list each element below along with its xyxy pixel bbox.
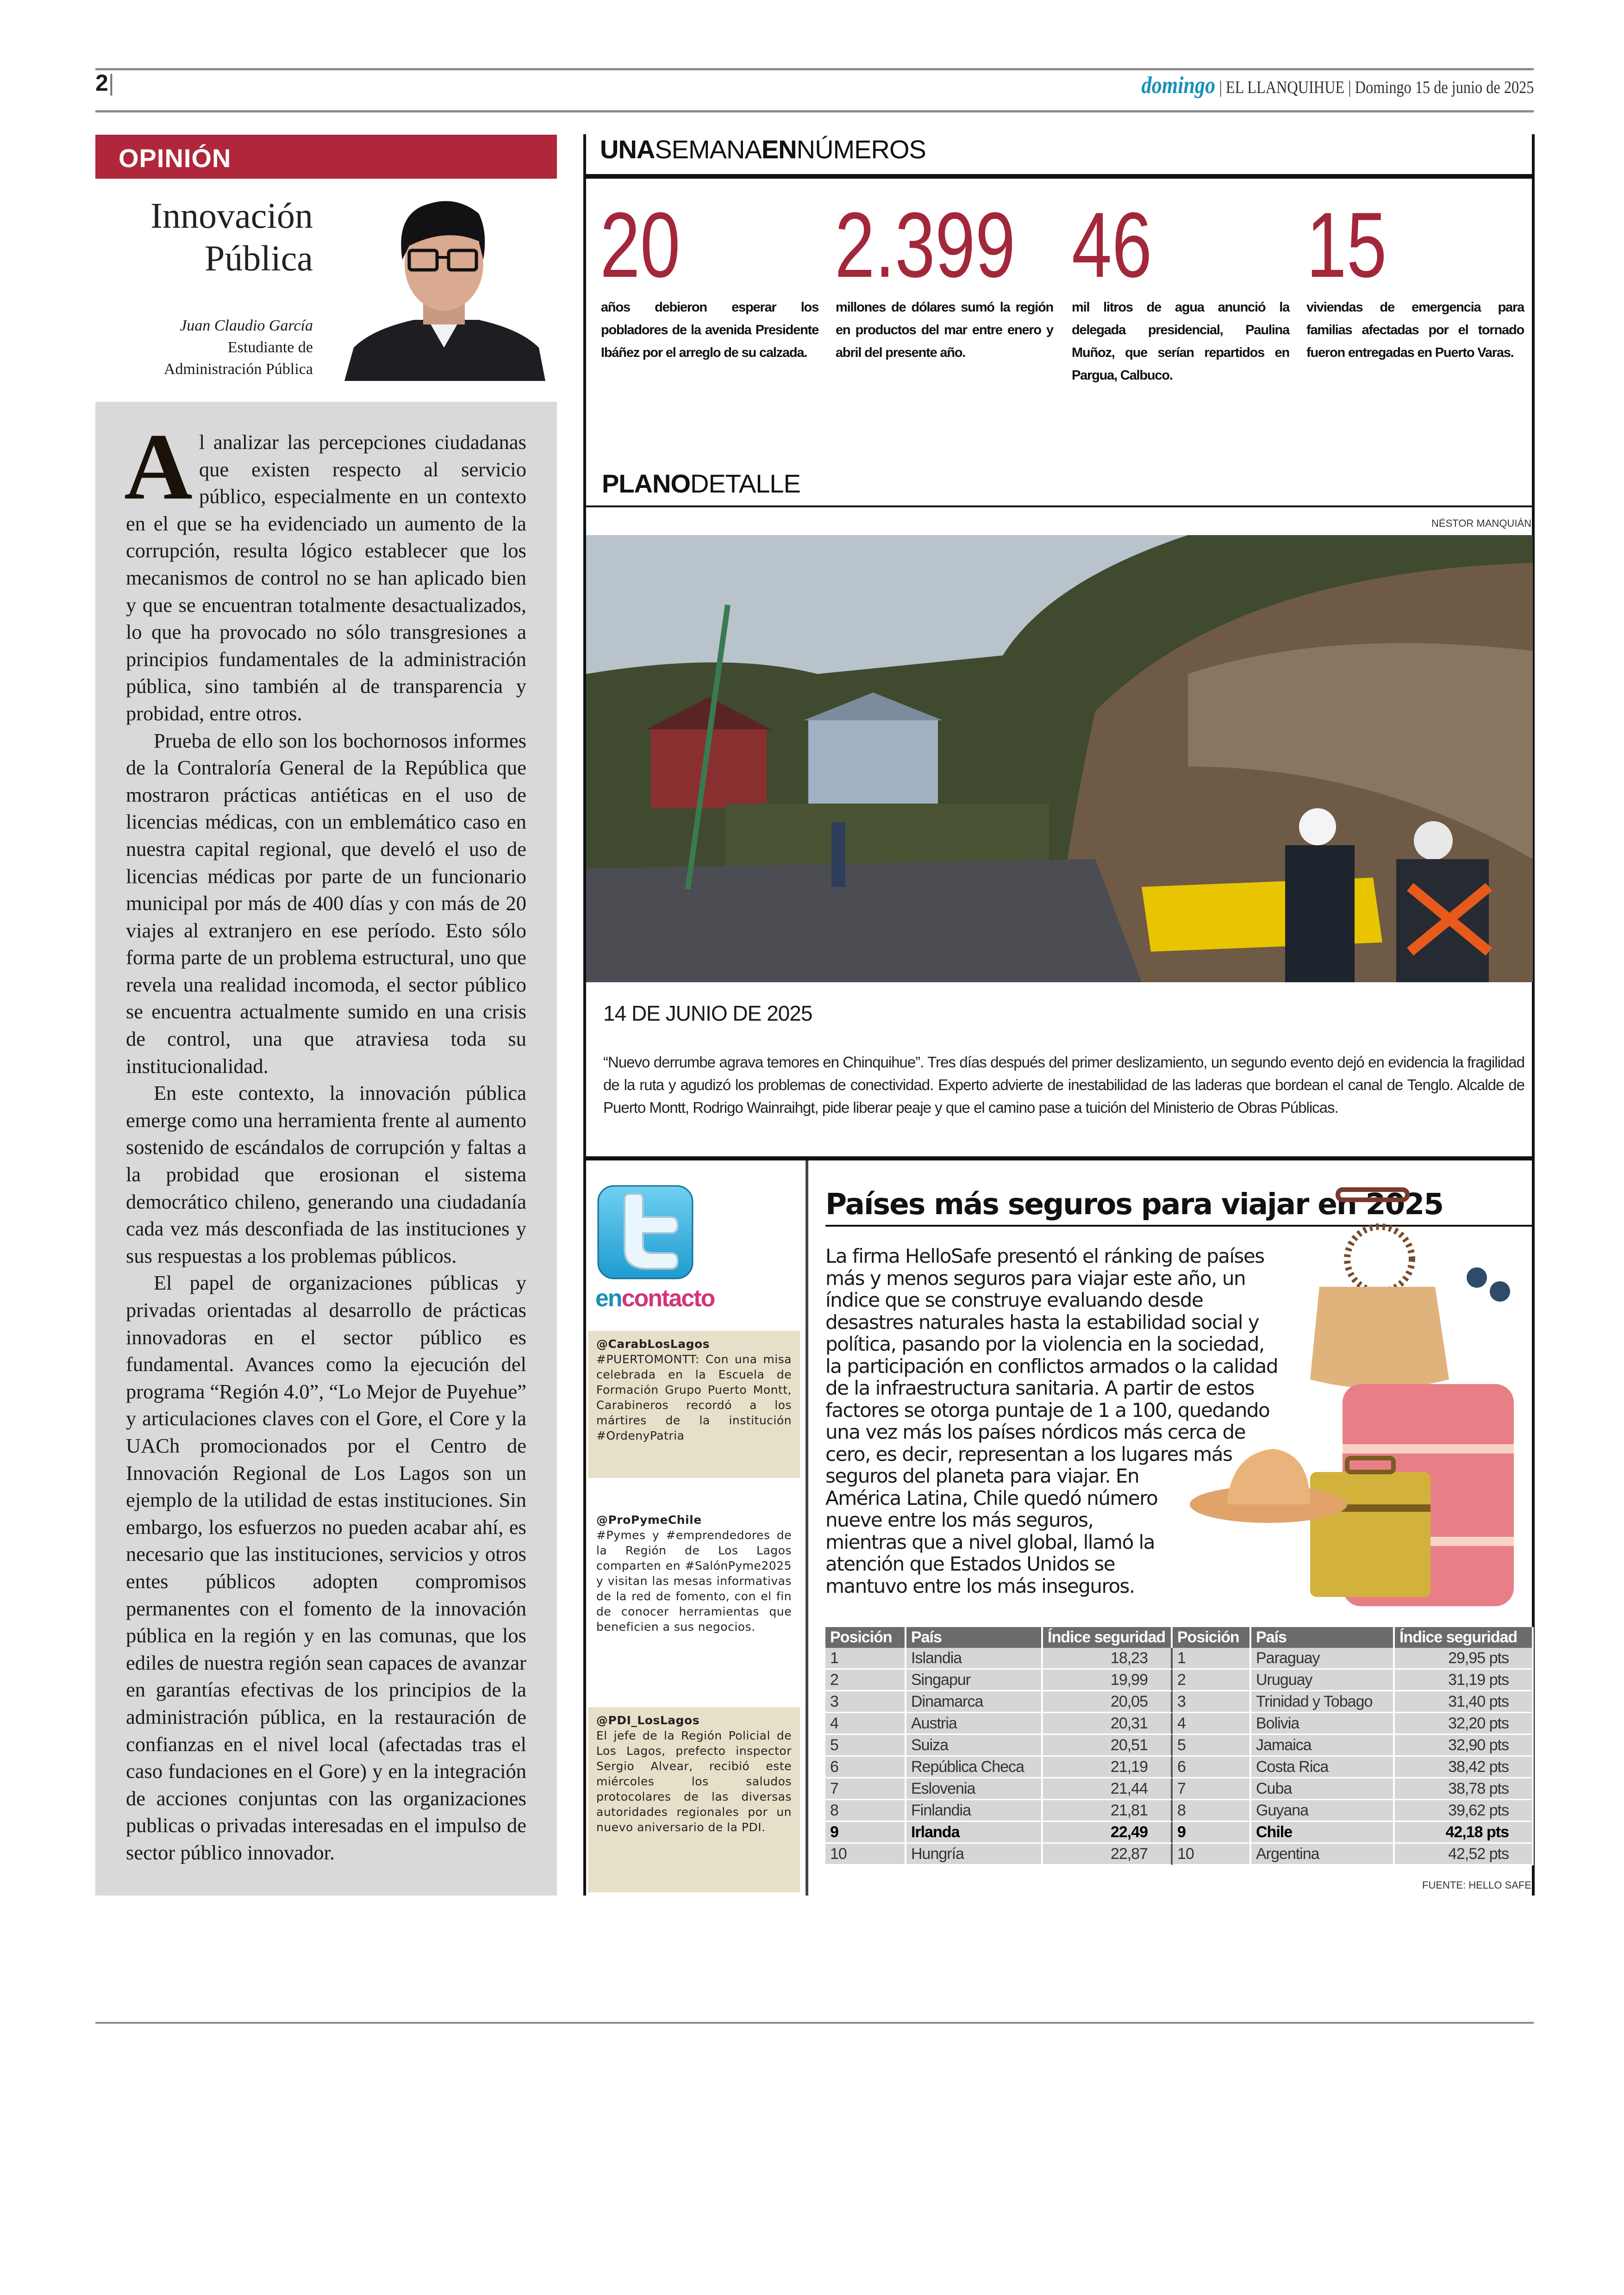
index-cell: 42,52 pts (1395, 1844, 1534, 1865)
plano-title (602, 468, 800, 499)
author-photo (344, 195, 545, 381)
index-cell: 19,99 (1043, 1670, 1173, 1691)
label-part: en (595, 1285, 622, 1312)
stat-description: viviendas de emergencia para familias afectadas por el tornado fueron entregadas en Puerto Varas. (1306, 300, 1524, 360)
index-cell: 21,44 (1043, 1778, 1173, 1800)
position-cell: 4 (825, 1713, 906, 1735)
index-cell: 31,40 pts (1395, 1691, 1534, 1713)
label-part: contacto (621, 1285, 715, 1312)
tweet (588, 1707, 800, 1892)
tweet-text: El jefe de la Región Policial de Los Lagos, prefecto inspector Sergio Alvear, recibió este miércoles los saludos protocolares de las diversas autoridades regionales por un nuevo aniversario de la PDI. (596, 1729, 792, 1834)
newspaper-name: EL LLANQUIHUE (1225, 78, 1344, 97)
safety-ranking-table (825, 1627, 1534, 1865)
index-cell: 22,87 (1043, 1844, 1173, 1865)
photo-caption: “Nuevo derrumbe agrava temores en Chinquihue”. Tres días después del primer deslizamiento, un segundo evento dejó en evidencia la fragilidad de la ruta y agudizó los problemas de conectividad. Experto advierte de inestabilidad de las laderas que bordean el canal de Tenglo. Alcalde de Puerto Montt, Rodrigo Wainraihgt, pide liberar peaje y que el camino pase a tuición del Ministerio de Obras Públicas. (603, 1054, 1524, 1116)
article-paragraph: Prueba de ello son los bochornosos informes de la Contraloría General de la República que mostraron prácticas antiéticas en el uso de licencias médicas, con un emblemático caso en nuestra capital regional, que develó el uso de licencias médicas por parte de un funcionario municipal por más de 400 días y con más de 20 viajes al extranjero en ese período. Esto sólo forma parte de un problema estructural, uno que revela una realidad incomoda, el sector público se encuentra actualmente sumido en una crisis de control, una que atraviesa toda su institucionalidad. (126, 729, 526, 1078)
country-cell: Eslovenia (906, 1778, 1043, 1800)
index-cell: 20,31 (1043, 1713, 1173, 1735)
article-paragraph: El papel de organizaciones públicas y privadas orientadas al desarrollo de prácticas innovadoras en el sector público es fundamental. Avances como la ejecución del programa “Región 4.0”, “Lo Mejor de Puyehue” y articulaciones claves con el Gore, el Core y la UACh promocionados por el Centro de Innovación Regional de Los Lagos son un ejemplo de la utilidad de estas instituciones. Sin embargo, los esfuerzos no pueden acabar ahí, es necesario que las instituciones, servicios y otros entes públicos adopten compromisos permanentes con el fomento de la innovación pública en la región y en las comunas, que los ediles de nuestra región sean capaces de avanzar en garantías efectivas de los principios de la administración pública, en la restauración de confianzas en el nivel local (afectadas tras el caso fundaciones en el Gore) y en la integración de acciones conjuntas con las organizaciones publicas o privadas interesadas en el impulso de sector público innovador. (126, 1271, 526, 1864)
country-cell: Guyana (1251, 1800, 1395, 1822)
table-row (825, 1713, 1534, 1735)
position-cell: 9 (825, 1822, 906, 1844)
index-cell: 21,81 (1043, 1800, 1173, 1822)
index-cell: 20,05 (1043, 1691, 1173, 1713)
country-cell: Jamaica (1251, 1735, 1395, 1757)
column-header: Índice seguridad (1043, 1627, 1173, 1648)
masthead: domingo | EL LLANQUIHUE | Domingo 15 de junio de 2025 (1141, 72, 1534, 99)
stat-number: 2.399 (835, 193, 1016, 297)
paragraph-text: l analizar las percepciones ciudadanas que existen respecto al servicio público, especialmente en un contexto en el que se ha evidenciado un aumento de la corrupción, resulta lógico establecer que los mecanismos de control no se han aplicado bien y que se encuentran totalmente desactualizados, lo que ha provocado no sólo transgresiones a principios fundamentales de la administración pública, sino también al de transparencia y probidad, entre otros. (126, 430, 526, 725)
page-number-value: 2 (95, 70, 108, 96)
stat-number: 15 (1306, 193, 1387, 297)
stat-number: 46 (1072, 193, 1152, 297)
title-part: SEMANA (655, 135, 762, 164)
country-cell: Irlanda (906, 1822, 1043, 1844)
table-row (825, 1648, 1534, 1670)
article-paragraph (124, 414, 526, 727)
page-number: 2| (95, 70, 114, 96)
tweet (588, 1507, 800, 1683)
tweet-text: #PUERTOMONTT: Con una misa celebrada en la Escuela de Formación Grupo Puerto Montt, Carabineros recordó a los mártires de la institución #OrdenyPatria (596, 1353, 792, 1442)
opinion-section-label: OPINIÓN (95, 135, 557, 179)
country-cell: Trinidad y Tobago (1251, 1691, 1395, 1713)
stat-description: años debieron esperar los pobladores de la avenida Presidente Ibáñez por el arreglo de su calzada. (601, 300, 818, 360)
table-row (825, 1778, 1534, 1800)
issue-date: Domingo 15 de junio de 2025 (1355, 78, 1534, 97)
index-cell: 38,42 pts (1395, 1757, 1534, 1778)
position-cell: 9 (1173, 1822, 1251, 1844)
column-divider (806, 1160, 808, 1896)
position-cell: 2 (825, 1670, 906, 1691)
country-cell: Argentina (1251, 1844, 1395, 1865)
tweet-handle[interactable]: @ProPymeChile (596, 1513, 702, 1527)
twitter-icon (597, 1185, 694, 1280)
index-cell: 38,78 pts (1395, 1778, 1534, 1800)
tweet-handle[interactable]: @PDI_LosLagos (596, 1714, 700, 1727)
country-cell: Austria (906, 1713, 1043, 1735)
title-part: NÚMEROS (796, 135, 926, 164)
country-cell: Hungría (906, 1844, 1043, 1865)
table-row (825, 1844, 1534, 1865)
tweet-text: #Pymes y #emprendedores de la Región de Los Lagos comparten en #SalónPyme2025 y visitan las mesas informativas de la red de fomento, con el fin de conocer herramientas que beneficien a sus negocios. (596, 1528, 792, 1634)
column-header: Índice seguridad (1395, 1627, 1534, 1648)
table-row (825, 1670, 1534, 1691)
position-cell: 8 (1173, 1800, 1251, 1822)
position-cell: 10 (1173, 1844, 1251, 1865)
table-row (825, 1822, 1534, 1844)
index-cell: 39,62 pts (1395, 1800, 1534, 1822)
country-cell: Costa Rica (1251, 1757, 1395, 1778)
author-role: Administración Pública (163, 361, 313, 378)
index-cell: 29,95 pts (1395, 1648, 1534, 1670)
opinion-title-line: Pública (205, 238, 313, 278)
position-cell: 6 (825, 1757, 906, 1778)
position-cell: 2 (1173, 1670, 1251, 1691)
brand-logo: domingo (1141, 72, 1215, 99)
index-cell: 42,18 pts (1395, 1822, 1534, 1844)
position-cell: 7 (825, 1778, 906, 1800)
position-cell: 5 (825, 1735, 906, 1757)
country-cell: República Checa (906, 1757, 1043, 1778)
opinion-title-line: Innovación (150, 195, 313, 236)
table-source: FUENTE: HELLO SAFE (1422, 1879, 1531, 1891)
stat-description: millones de dólares sumó la región en productos del mar entre enero y abril del presente año. (836, 300, 1053, 360)
opinion-article-body (95, 402, 557, 1896)
title-part: EN (761, 135, 797, 164)
position-cell: 3 (825, 1691, 906, 1713)
section-rule (586, 505, 1533, 507)
index-cell: 22,49 (1043, 1822, 1173, 1844)
stat-number: 20 (600, 193, 681, 297)
column-header: País (906, 1627, 1043, 1648)
drop-cap: A (124, 414, 193, 519)
index-cell: 18,23 (1043, 1648, 1173, 1670)
country-cell: Bolivia (1251, 1713, 1395, 1735)
column-header: Posición (1173, 1627, 1251, 1648)
travel-suitcases-illustration (1185, 1185, 1532, 1620)
top-rule (95, 68, 1534, 70)
table-row (825, 1735, 1534, 1757)
position-cell: 1 (1173, 1648, 1251, 1670)
position-cell: 1 (825, 1648, 906, 1670)
position-cell: 8 (825, 1800, 906, 1822)
index-cell: 20,51 (1043, 1735, 1173, 1757)
position-cell: 4 (1173, 1713, 1251, 1735)
article-paragraph: En este contexto, la innovación pública emerge como una herramienta frente al aumento sostenido de escándalos de corrupción y faltas a la probidad que erosionan el sistema democrático chileno, generando una ciudadanía cada vez más desconfiada de las instituciones y sus respuestas a los problemas públicos. (126, 1081, 526, 1267)
header-rule (95, 110, 1534, 112)
paises-body-text: La firma HelloSafe presentó el ránking de países más y menos seguros para viajar este año, un índice que se construye evaluando desde desastres naturales hasta la estabilidad social y política, pasando por la violencia en la sociedad, la participación en conflictos armados o la calidad de la infraestructura sanitaria. A partir de estos factores se otorga puntaje de 1 a 100, quedando una vez más los países nórdicos más cerca de cero, es decir, representan a los lugares más seguros del planeta para viajar. En América Latina, Chile quedó número nueve entre los más seguros, mientras que a nivel global, llamó la atención que Estados Unidos se mantuvo entre los más inseguros. (825, 1245, 1278, 1597)
country-cell: Suiza (906, 1735, 1043, 1757)
table-row (825, 1757, 1534, 1778)
table-row (825, 1691, 1534, 1713)
country-cell: Paraguay (1251, 1648, 1395, 1670)
title-part: DETALLE (690, 469, 800, 498)
tweet (588, 1331, 800, 1478)
country-cell: Uruguay (1251, 1670, 1395, 1691)
stat-description: mil litros de agua anunció la delegada presidencial, Paulina Muñoz, que serían repartidos en Pargua, Calbuco. (1072, 300, 1289, 383)
table-row (825, 1800, 1534, 1822)
country-cell: Cuba (1251, 1778, 1395, 1800)
encontacto-label (595, 1285, 714, 1312)
column-header: País (1251, 1627, 1395, 1648)
table-header-row (825, 1627, 1534, 1648)
index-cell: 32,90 pts (1395, 1735, 1534, 1757)
title-part: PLANO (602, 469, 690, 498)
index-cell: 21,19 (1043, 1757, 1173, 1778)
index-cell: 31,19 pts (1395, 1670, 1534, 1691)
author-name: Juan Claudio García (180, 317, 313, 334)
footer-rule (95, 2022, 1534, 2024)
author-byline (95, 315, 313, 380)
semana-title (600, 134, 926, 164)
position-cell: 6 (1173, 1757, 1251, 1778)
position-cell: 10 (825, 1844, 906, 1865)
opinion-title (95, 194, 313, 280)
title-part: UNA (600, 135, 655, 164)
photo-credit: NÉSTOR MANQUIÁN (1431, 518, 1531, 529)
paises-headline: Países más seguros para viajar en 2025 (825, 1187, 1443, 1221)
landslide-photo (586, 535, 1533, 982)
tweet-handle[interactable]: @CarabLosLagos (596, 1337, 710, 1351)
country-cell: Islandia (906, 1648, 1043, 1670)
position-cell: 5 (1173, 1735, 1251, 1757)
country-cell: Finlandia (906, 1800, 1043, 1822)
country-cell: Dinamarca (906, 1691, 1043, 1713)
author-role: Estudiante de (227, 339, 313, 356)
section-rule (586, 1156, 1533, 1160)
country-cell: Singapur (906, 1670, 1043, 1691)
photo-date: 14 DE JUNIO DE 2025 (603, 1001, 812, 1025)
position-cell: 3 (1173, 1691, 1251, 1713)
country-cell: Chile (1251, 1822, 1395, 1844)
section-rule (586, 174, 1533, 179)
position-cell: 7 (1173, 1778, 1251, 1800)
column-header: Posición (825, 1627, 906, 1648)
index-cell: 32,20 pts (1395, 1713, 1534, 1735)
